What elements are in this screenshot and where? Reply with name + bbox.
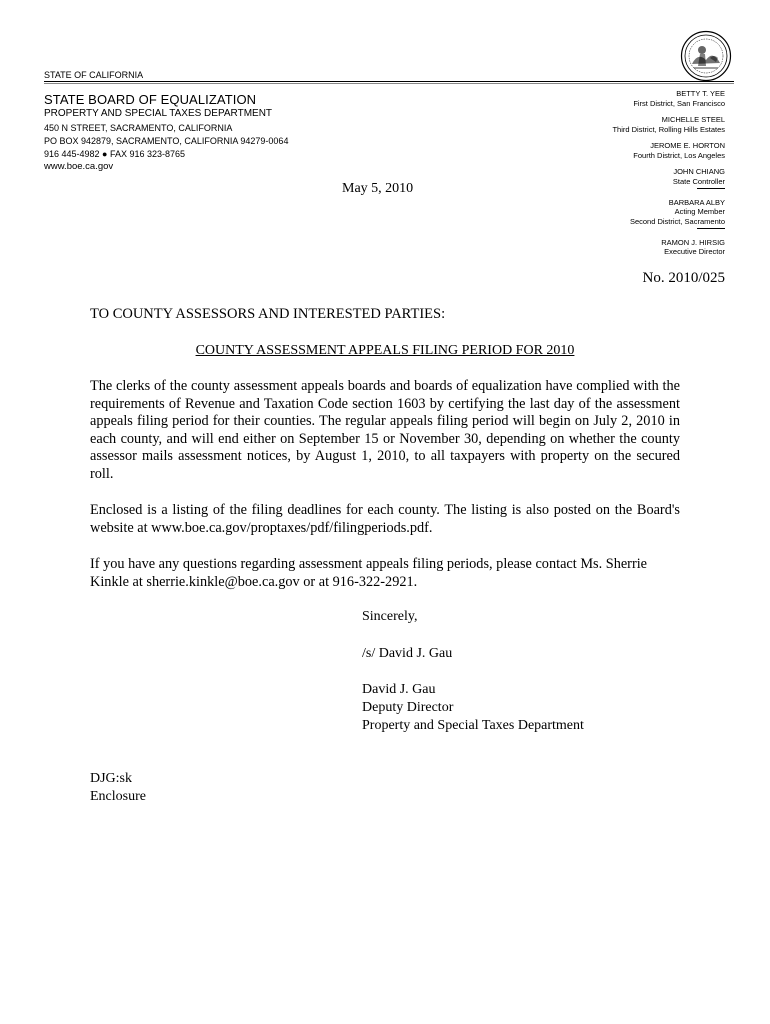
department-name: PROPERTY AND SPECIAL TAXES DEPARTMENT: [44, 108, 273, 119]
letter-date: May 5, 2010: [342, 181, 414, 196]
board-members-list: [505, 89, 725, 264]
member-name: BARBARA ALBY: [668, 197, 725, 207]
body-paragraph: The clerks of the county assessment appeals boards and boards of equalization have complied with the requirements of Revenue and Taxation Code section 1603 by certifying the last day of the assessment appeals filing period for their counties. The regular appeals filing period will begin on July 2, 2010 in each county, and will end either on September 15 or November 30, depending on whether the county assessor mails assessment notices, by August 1, 2010, to all taxpayers with property on the secured roll.: [90, 378, 680, 482]
member-separator: [697, 188, 725, 189]
body-paragraph: Enclosed is a listing of the filing deadlines for each county. The listing is also posted on the Board's website at www.boe.ca.gov/proptaxes/pdf/filingperiods.pdf.: [90, 502, 680, 536]
member-title-secondary: Second District, Sacramento: [629, 216, 725, 226]
member-name: RAMON J. HIRSIG: [661, 237, 725, 247]
member-entry: [505, 115, 725, 134]
letter-number: No. 2010/025: [642, 270, 725, 286]
member-entry: [505, 198, 725, 227]
salutation: TO COUNTY ASSESSORS AND INTERESTED PARTIES:: [90, 306, 446, 322]
typist-initials: DJG:sk: [90, 771, 133, 786]
enclosure-note: Enclosure: [90, 789, 146, 804]
member-name: JEROME E. HORTON: [650, 141, 725, 150]
member-entry: [505, 141, 725, 160]
member-name: MICHELLE STEEL: [661, 115, 725, 124]
header-rule-secondary: [44, 83, 734, 84]
member-title: State Controller: [672, 176, 725, 186]
member-title: Acting Member: [674, 207, 725, 216]
board-name: STATE BOARD OF EQUALIZATION: [44, 92, 257, 107]
subject-line: COUNTY ASSESSMENT APPEALS FILING PERIOD FOR 2010: [195, 343, 575, 358]
header-rule: [44, 81, 734, 82]
state-seal-icon: [680, 30, 732, 82]
state-label: STATE OF CALIFORNIA: [44, 70, 144, 80]
closing: Sincerely,: [362, 609, 418, 624]
website-link[interactable]: www.boe.ca.gov: [44, 161, 114, 172]
body-paragraph: If you have any questions regarding assessment appeals filing periods, please contact Ms. Sherrie Kinkle at sherrie.kinkle@boe.ca.gov or at 916-322-2921.: [90, 556, 648, 590]
member-entry: [505, 238, 725, 257]
member-entry: [505, 89, 725, 108]
street-address: 450 N STREET, SACRAMENTO, CALIFORNIA: [44, 123, 233, 133]
member-title: First District, San Francisco: [633, 98, 725, 108]
signer-name: David J. Gau: [362, 682, 436, 697]
signature: /s/ David J. Gau: [362, 646, 453, 661]
member-separator: [697, 228, 725, 229]
signer-department: Property and Special Taxes Department: [362, 718, 584, 733]
phone-fax: 916 445-4982 ● FAX 916 323-8765: [44, 149, 186, 159]
member-entry: [505, 167, 725, 186]
signer-title: Deputy Director: [362, 700, 454, 715]
member-title: Fourth District, Los Angeles: [633, 150, 725, 160]
po-box-address: PO BOX 942879, SACRAMENTO, CALIFORNIA 94279-0064: [44, 136, 289, 146]
member-title: Third District, Rolling Hills Estates: [612, 124, 725, 134]
member-title: Executive Director: [664, 247, 725, 256]
member-name: BETTY T. YEE: [676, 89, 725, 98]
member-name: JOHN CHIANG: [673, 167, 725, 176]
